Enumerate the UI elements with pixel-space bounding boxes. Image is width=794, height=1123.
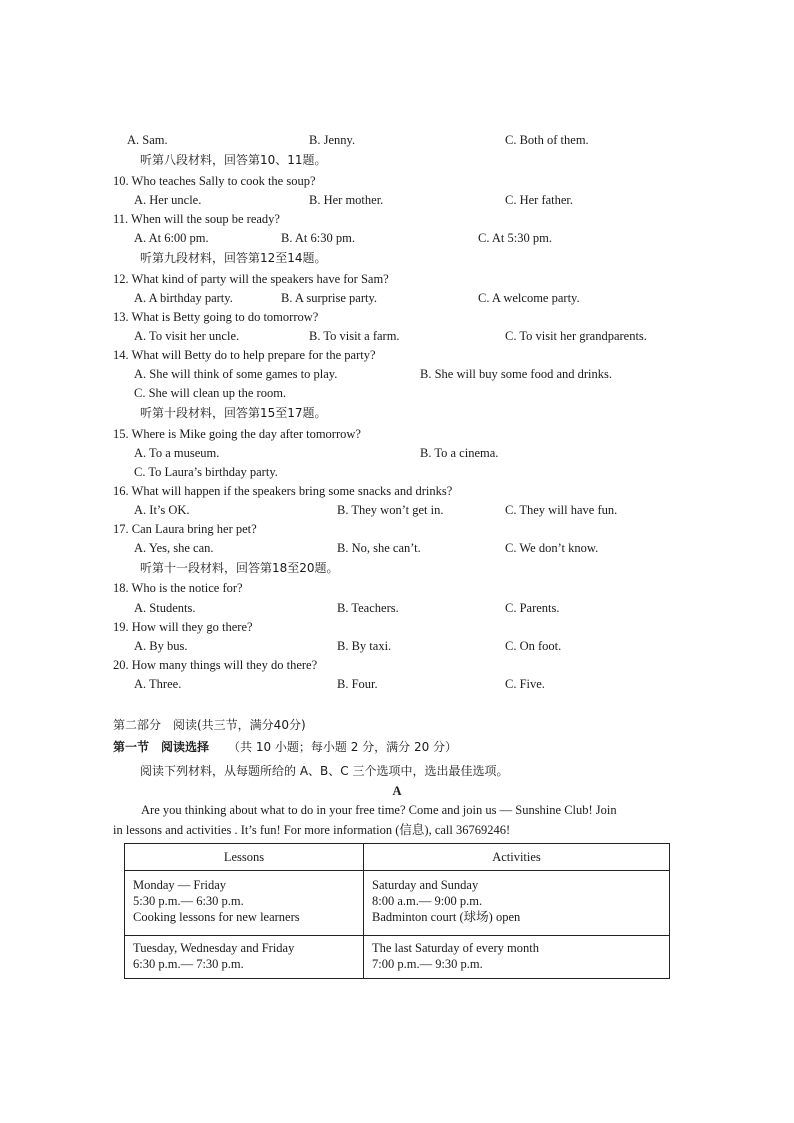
part2-heading: 第二部分 阅读(共三节，满分40分) — [113, 718, 306, 732]
q14-option-b: B. She will buy some food and drinks. — [420, 367, 613, 381]
q12-option-a: A. A birthday party. — [134, 291, 233, 305]
q19-option-c: C. On foot. — [505, 639, 562, 653]
q15-option-c: C. To Laura’s birthday party. — [134, 465, 278, 479]
q16-option-b: B. They won’t get in. — [337, 503, 444, 517]
q16-option-a: A. It’s OK. — [134, 503, 190, 517]
q10-option-a: A. Her uncle. — [134, 193, 202, 207]
q13-option-a: A. To visit her uncle. — [134, 329, 240, 343]
q19-option-a: A. By bus. — [134, 639, 188, 653]
q19-option-b: B. By taxi. — [337, 639, 392, 653]
note-section-8: 听第八段材料，回答第10、11题。 — [140, 153, 327, 167]
passage-letter: A — [392, 784, 402, 798]
q11-option-a: A. At 6:00 pm. — [134, 231, 209, 245]
table-header-row — [125, 844, 670, 871]
q16-stem: 16. What will happen if the speakers bring some snacks and drinks? — [113, 484, 453, 498]
q19-stem: 19. How will they go there? — [113, 620, 253, 634]
passage-line-1: Are you thinking about what to do in your free time? Come and join us — Sunshine Club! Join — [141, 803, 617, 817]
q11-option-b: B. At 6:30 pm. — [281, 231, 355, 245]
activities-1-desc: Badminton court (球场) open — [372, 910, 521, 924]
cell-lessons-1 — [125, 871, 364, 936]
q12-option-c: C. A welcome party. — [478, 291, 580, 305]
lessons-1-desc: Cooking lessons for new learners — [133, 910, 300, 924]
lessons-2-days: Tuesday, Wednesday and Friday — [133, 941, 295, 955]
q17-option-a: A. Yes, she can. — [134, 541, 214, 555]
q15-option-b: B. To a cinema. — [420, 446, 499, 460]
q12-stem: 12. What kind of party will the speakers have for Sam? — [113, 272, 389, 286]
q10-option-b: B. Her mother. — [309, 193, 384, 207]
note-section-9: 听第九段材料，回答第12至14题。 — [140, 251, 327, 265]
q12-option-b: B. A surprise party. — [281, 291, 378, 305]
lessons-1-time: 5:30 p.m.— 6:30 p.m. — [133, 894, 244, 908]
q20-stem: 20. How many things will they do there? — [113, 658, 318, 672]
q11-option-c: C. At 5:30 pm. — [478, 231, 552, 245]
table-row — [125, 936, 670, 979]
q15-stem: 15. Where is Mike going the day after tomorrow? — [113, 427, 361, 441]
cell-activities-1 — [364, 871, 670, 936]
lessons-1-days: Monday — Friday — [133, 878, 227, 892]
note-section-11: 听第十一段材料，回答第18至20题。 — [140, 561, 339, 575]
q20-option-a: A. Three. — [134, 677, 182, 691]
q14-option-a: A. She will think of some games to play. — [134, 367, 338, 381]
q13-stem: 13. What is Betty going to do tomorrow? — [113, 310, 319, 324]
lessons-2-time: 6:30 p.m.— 7:30 p.m. — [133, 957, 244, 971]
q9-option-c: C. Both of them. — [505, 133, 589, 147]
q18-option-b: B. Teachers. — [337, 601, 399, 615]
q17-option-b: B. No, she can’t. — [337, 541, 421, 555]
q11-stem: 11. When will the soup be ready? — [113, 212, 280, 226]
section1-note: （共 10 小题；每小题 2 分，满分 20 分） — [228, 740, 458, 754]
note-section-10: 听第十段材料，回答第15至17题。 — [140, 406, 327, 420]
q18-stem: 18. Who is the notice for? — [113, 581, 243, 595]
q10-stem: 10. Who teaches Sally to cook the soup? — [113, 174, 316, 188]
club-schedule-table — [124, 843, 670, 979]
activities-2-time: 7:00 p.m.— 9:30 p.m. — [372, 957, 483, 971]
activities-1-days: Saturday and Sunday — [372, 878, 479, 892]
q20-option-b: B. Four. — [337, 677, 378, 691]
activities-1-time: 8:00 a.m.— 9:00 p.m. — [372, 894, 483, 908]
q13-option-b: B. To visit a farm. — [309, 329, 400, 343]
reading-instruction: 阅读下列材料，从每题所给的 A、B、C 三个选项中，选出最佳选项。 — [140, 764, 509, 778]
table-row — [125, 871, 670, 936]
q10-option-c: C. Her father. — [505, 193, 574, 207]
q13-option-c: C. To visit her grandparents. — [505, 329, 647, 343]
activities-2-days: The last Saturday of every month — [372, 941, 539, 955]
cell-activities-2 — [364, 936, 670, 979]
q14-option-c: C. She will clean up the room. — [134, 386, 287, 400]
q17-option-c: C. We don’t know. — [505, 541, 599, 555]
section1-heading: 第一节 阅读选择 — [113, 740, 210, 754]
q18-option-a: A. Students. — [134, 601, 196, 615]
passage-line-2: in lessons and activities . It’s fun! For more information (信息), call 36769246! — [113, 823, 511, 837]
header-lessons: Lessons — [125, 844, 364, 871]
q14-stem: 14. What will Betty do to help prepare for the party? — [113, 348, 376, 362]
q18-option-c: C. Parents. — [505, 601, 560, 615]
q9-option-b: B. Jenny. — [309, 133, 356, 147]
q9-option-a: A. Sam. — [127, 133, 168, 147]
q17-stem: 17. Can Laura bring her pet? — [113, 522, 257, 536]
cell-lessons-2 — [125, 936, 364, 979]
q15-option-a: A. To a museum. — [134, 446, 220, 460]
q16-option-c: C. They will have fun. — [505, 503, 618, 517]
header-activities: Activities — [364, 844, 670, 871]
q20-option-c: C. Five. — [505, 677, 545, 691]
